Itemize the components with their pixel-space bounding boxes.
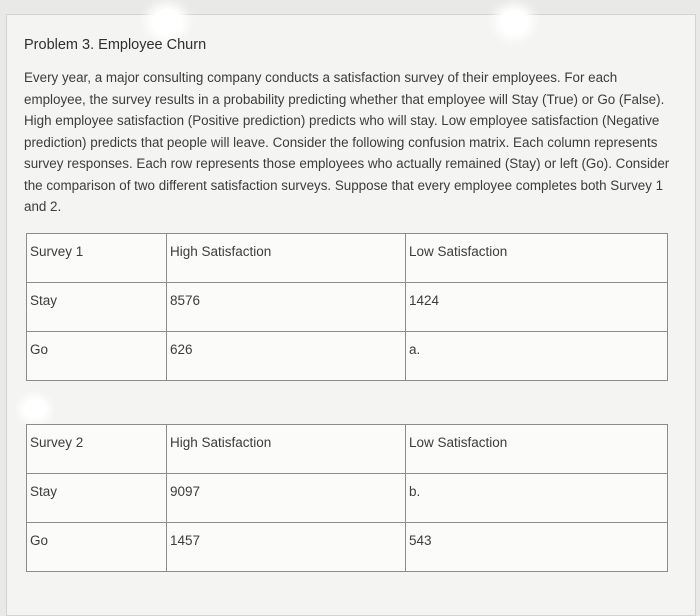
glare-spot xyxy=(500,10,528,34)
table-row xyxy=(27,474,668,523)
survey-2-confusion-matrix xyxy=(26,424,668,572)
problem-title: Problem 3. Employee Churn xyxy=(24,37,207,53)
table-cell: 1457 xyxy=(167,523,406,572)
table-header-cell: High Satisfaction xyxy=(167,234,406,283)
table-row xyxy=(27,523,668,572)
table-header-cell: Low Satisfaction xyxy=(406,234,668,283)
table-header-cell: Survey 2 xyxy=(27,425,167,474)
glare-spot xyxy=(24,400,46,418)
answer-cell-b: b. xyxy=(406,474,668,523)
problem-description: Every year, a major consulting company conducts a satisfaction survey of their employees. For each employee, the survey results in a probability predicting whether that employee will Stay (True) or Go (False). High employee satisfaction (Positive prediction) predicts who will stay. Low employee satisfaction (Negative prediction) predicts that people will leave. Consider the following confusion matrix. Each column represents survey responses. Each row represents those employees who actually remained (Stay) or left (Go). Consider the comparison of two different satisfaction surveys. Suppose that every employee completes both Survey 1 and 2. xyxy=(24,70,670,214)
table-header-cell: High Satisfaction xyxy=(167,425,406,474)
answer-cell-a: a. xyxy=(406,332,668,381)
table-header-cell: Survey 1 xyxy=(27,234,167,283)
table-header-row xyxy=(27,425,668,474)
survey-1-confusion-matrix xyxy=(26,233,668,381)
table-row xyxy=(27,283,668,332)
table-cell: 8576 xyxy=(167,283,406,332)
table-header-row xyxy=(27,234,668,283)
row-label-cell: Go xyxy=(27,523,167,572)
glare-spot xyxy=(152,9,182,35)
table-header-cell: Low Satisfaction xyxy=(406,425,668,474)
table-cell: 543 xyxy=(406,523,668,572)
table-cell: 1424 xyxy=(406,283,668,332)
table-row xyxy=(27,332,668,381)
row-label-cell: Stay xyxy=(27,283,167,332)
table-cell: 626 xyxy=(167,332,406,381)
row-label-cell: Stay xyxy=(27,474,167,523)
row-label-cell: Go xyxy=(27,332,167,381)
table-cell: 9097 xyxy=(167,474,406,523)
